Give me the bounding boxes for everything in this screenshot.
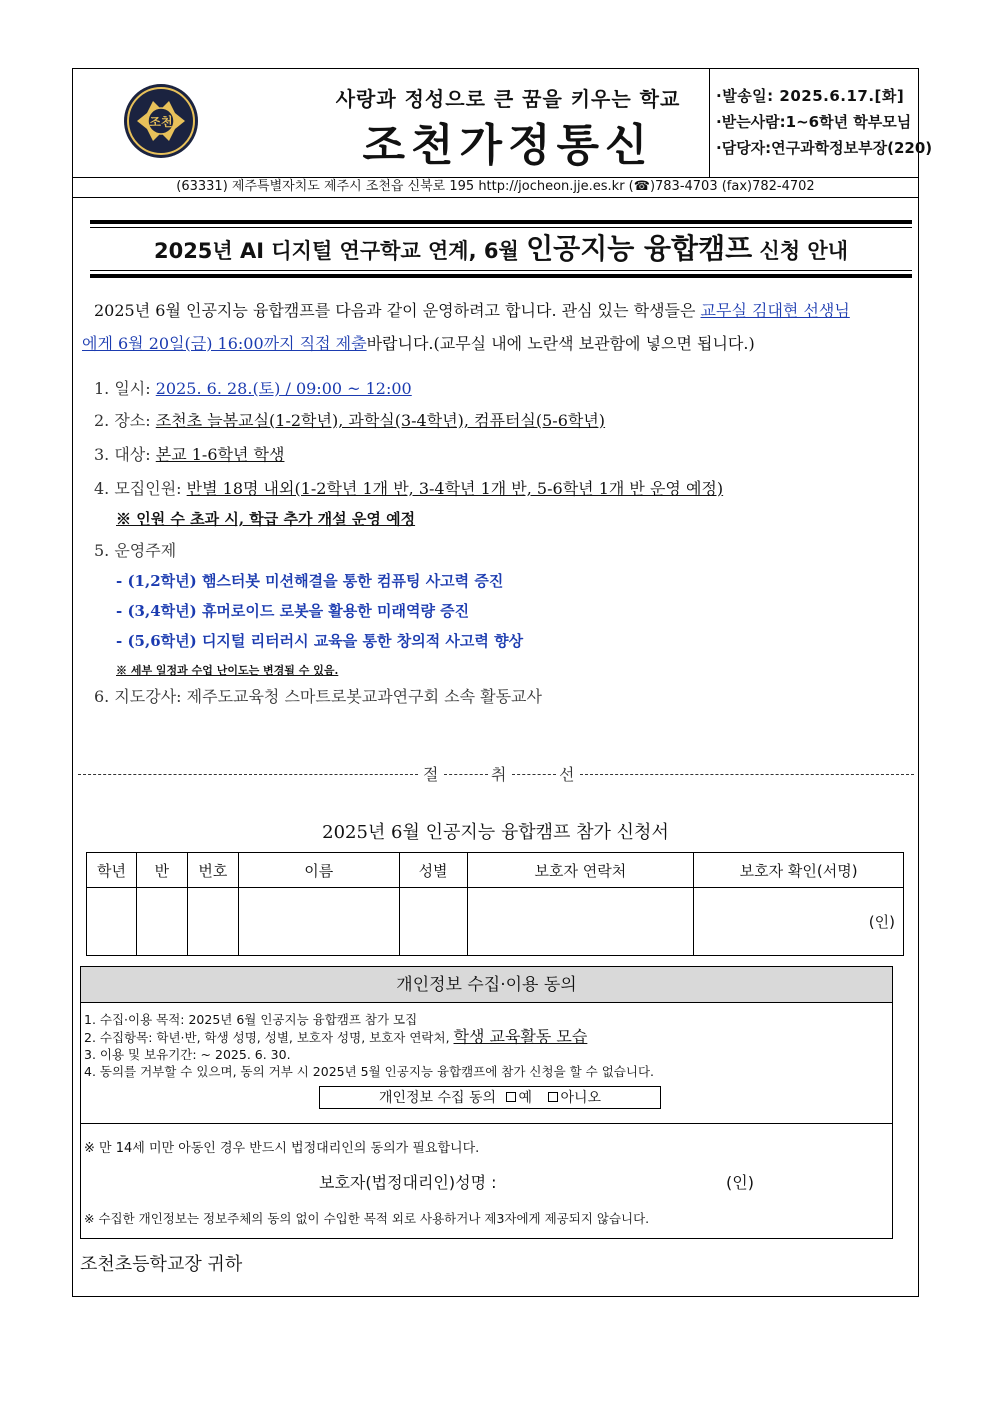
col-gender: 성별 bbox=[399, 853, 467, 888]
col-grade: 학년 bbox=[87, 853, 137, 888]
newsletter-title: 조천가정통신 bbox=[362, 120, 654, 171]
cut-char-3: 선 bbox=[559, 765, 575, 784]
consent-terms bbox=[81, 1003, 892, 1080]
guardian-sign-field[interactable]: (인) bbox=[694, 888, 904, 956]
item-place: 2. 장소: 조천초 늘봄교실(1-2학년), 과학실(3-4학년), 컴퓨터실(5-6학년) bbox=[94, 411, 606, 430]
minor-consent-note: ※ 만 14세 미만 아동인 경우 반드시 법정대리인의 동의가 필요합니다. bbox=[84, 1141, 480, 1156]
newsletter-header bbox=[72, 68, 933, 178]
name-field[interactable] bbox=[238, 888, 399, 956]
emblem-text: 조천 bbox=[149, 115, 173, 129]
item-instructor: 6. 지도강사: 제주도교육청 스마트로봇교과연구회 소속 활동교사 bbox=[94, 687, 542, 706]
consent-choice bbox=[319, 1086, 661, 1109]
consent-choice-label: 개인정보 수집 동의 bbox=[378, 1090, 497, 1106]
submit-deadline: 에게 6월 20일(금) 16:00까지 직접 제출 bbox=[82, 334, 367, 353]
agree-no-checkbox[interactable] bbox=[548, 1092, 558, 1102]
topics-note: ※ 세부 일정과 수업 난이도는 변경될 수 있음. bbox=[116, 664, 339, 677]
application-input-row bbox=[87, 888, 904, 956]
consent-heading: 개인정보 수집·이용 동의 bbox=[81, 967, 892, 1003]
privacy-consent-box bbox=[80, 966, 893, 1239]
notice-title-box bbox=[90, 220, 912, 278]
col-class: 반 bbox=[136, 853, 187, 888]
school-address: (63331) 제주특별자치도 제주시 조천읍 신북로 195 http://jocheon.jje.es.kr (☎)783-4703 (fax)782-4702 bbox=[72, 177, 919, 198]
item-date: 1. 일시: 2025. 6. 28.(토) / 09:00 ~ 12:00 bbox=[94, 379, 412, 398]
consent-items: 2. 수집항목: 학년·반, 학생 성명, 성별, 보호자 성명, 보호자 연락처, 학생 교육활동 모습 bbox=[84, 1027, 588, 1046]
application-header-row bbox=[87, 853, 904, 888]
contact-person: ·담당자:연구과학정보부장(220) bbox=[716, 139, 933, 157]
issue-date: ·발송일: 2025.6.17.[화] bbox=[716, 87, 905, 105]
col-name: 이름 bbox=[238, 853, 399, 888]
school-emblem-icon bbox=[123, 83, 199, 159]
consent-purpose: 1. 수집·이용 목적: 2025년 6월 인공지능 융합캠프 참가 모집 bbox=[84, 1012, 418, 1027]
notice-intro: 2025년 6월 인공지능 융합캠프를 다음과 같이 운영하려고 합니다. 관심 있는 학생들은 교무실 김대현 선생님 에게 6월 20일(금) 16:00까지 직접 제출바랍니다.(교무실 내에 노란색 보관함에 넣으면 됩니다.) bbox=[82, 301, 850, 353]
agree-yes-checkbox[interactable] bbox=[506, 1092, 516, 1102]
school-slogan: 사랑과 정성으로 큰 꿈을 키우는 학교 bbox=[335, 87, 681, 111]
class-field[interactable] bbox=[136, 888, 187, 956]
grade-field[interactable] bbox=[87, 888, 137, 956]
topic-grade-1-2: - (1,2학년) 햄스터봇 미션해결을 통한 컴퓨팅 사고력 증진 bbox=[116, 572, 504, 590]
agree-yes-label: 예 bbox=[518, 1090, 533, 1106]
consent-period: 3. 이용 및 보유기간: ~ 2025. 6. 30. bbox=[84, 1047, 291, 1062]
col-guardian-sign: 보호자 확인(서명) bbox=[694, 853, 904, 888]
consent-refusal: 4. 동의를 거부할 수 있으며, 동의 거부 시 2025년 5월 인공지능 융합캠프에 참가 신청을 할 수 없습니다. bbox=[84, 1064, 654, 1079]
application-table bbox=[86, 852, 904, 956]
gender-field[interactable] bbox=[399, 888, 467, 956]
agree-no-label: 아니오 bbox=[560, 1090, 602, 1106]
submit-to-teacher: 교무실 김대현 선생님 bbox=[700, 301, 850, 320]
capacity-note: ※ 인원 수 초과 시, 학급 추가 개설 운영 예정 bbox=[116, 510, 416, 528]
application-title: 2025년 6월 인공지능 융합캠프 참가 신청서 bbox=[322, 822, 669, 843]
cut-char-2: 취 bbox=[491, 765, 507, 784]
item-topics: 5. 운영주제 bbox=[94, 541, 177, 560]
guardian-phone-field[interactable] bbox=[467, 888, 694, 956]
data-usage-note: ※ 수집한 개인정보는 정보주체의 동의 없이 수입한 목적 외로 사용하거나 제3자에게 제공되지 않습니다. bbox=[84, 1211, 650, 1226]
issue-info bbox=[709, 69, 933, 177]
item-capacity: 4. 모집인원: 반별 18명 내외(1-2학년 1개 반, 3-4학년 1개 반, 5-6학년 1개 반 운영 예정) bbox=[94, 479, 724, 498]
number-field[interactable] bbox=[187, 888, 238, 956]
col-guardian-phone: 보호자 연락처 bbox=[467, 853, 694, 888]
col-number: 번호 bbox=[187, 853, 238, 888]
topic-grade-3-4: - (3,4학년) 휴머로이드 로봇을 활용한 미래역량 증진 bbox=[116, 602, 470, 620]
topic-grade-5-6: - (5,6학년) 디지털 리터러시 교육을 통한 창의적 사고력 향상 bbox=[116, 632, 524, 650]
recipient: ·받는사람:1~6학년 학부모님 bbox=[716, 113, 912, 131]
cut-line bbox=[78, 762, 914, 786]
guardian-name-field[interactable]: 보호자(법정대리인)성명 : bbox=[319, 1173, 497, 1192]
guardian-seal: (인) bbox=[726, 1173, 754, 1192]
closing-addressee: 조천초등학교장 귀하 bbox=[80, 1254, 243, 1275]
consent-divider bbox=[81, 1123, 892, 1124]
item-target: 3. 대상: 본교 1-6학년 학생 bbox=[94, 445, 285, 464]
notice-title: 2025년 AI 디지털 연구학교 연계, 6월 인공지능 융합캠프 신청 안내 bbox=[153, 232, 849, 265]
cut-char-1: 절 bbox=[423, 765, 439, 784]
